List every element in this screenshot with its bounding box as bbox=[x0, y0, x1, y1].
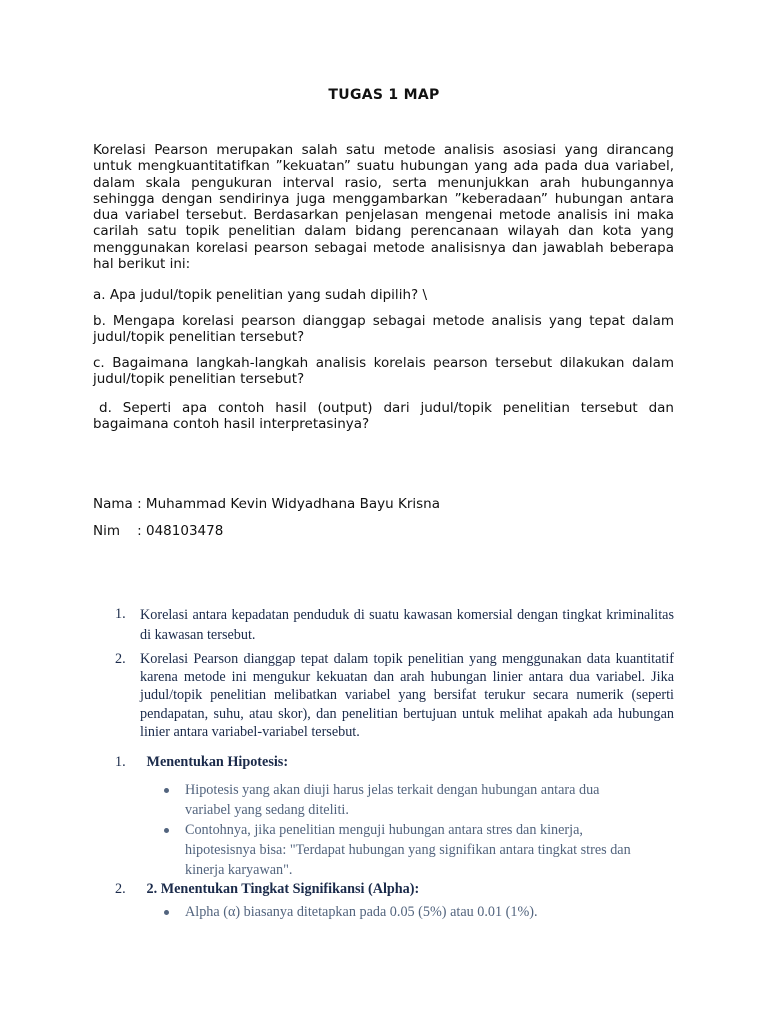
bullet-text: Contohnya, jika penelitian menguji hubungan antara stres dan kinerja, hipotesisnya bisa: "Terdapat hubungan yang signifikan antara tingkat stres dan kinerja karyawan". bbox=[185, 822, 631, 878]
step-number: 2. bbox=[115, 881, 126, 897]
document-title: TUGAS 1 MAP bbox=[328, 87, 440, 103]
answer-text: Korelasi antara kepadatan penduduk di suatu kawasan komersial dengan tingkat kriminalitas di kawasan tersebut. bbox=[140, 607, 674, 643]
student-name: Nama : Muhammad Kevin Widyadhana Bayu Krisna bbox=[93, 496, 441, 512]
bullet-item bbox=[163, 902, 643, 922]
question-d: d. Seperti apa contoh hasil (output) dari judul/topik penelitian tersebut dan bagaimana contoh hasil interpretasinya? bbox=[93, 400, 674, 433]
question-a: a. Apa judul/topik penelitian yang sudah dipilih? \ bbox=[93, 287, 427, 303]
step-heading bbox=[115, 754, 288, 771]
answer-item bbox=[115, 650, 674, 741]
bullet-text: Alpha (α) biasanya ditetapkan pada 0.05 (5%) atau 0.01 (1%). bbox=[185, 904, 538, 920]
bullet-dot-icon bbox=[164, 828, 169, 833]
question-b: b. Mengapa korelasi pearson dianggap sebagai metode analisis yang tepat dalam judul/topik penelitian tersebut? bbox=[93, 313, 674, 346]
bullet-item bbox=[163, 820, 643, 880]
bullet-item bbox=[163, 780, 643, 820]
step-number: 1. bbox=[115, 754, 126, 770]
question-c: c. Bagaimana langkah-langkah analisis korelais pearson tersebut dilakukan dalam judul/topik penelitian tersebut? bbox=[93, 355, 674, 388]
bullet-dot-icon bbox=[164, 788, 169, 793]
student-nim: Nim : 048103478 bbox=[93, 523, 224, 539]
answer-number: 1. bbox=[115, 606, 126, 622]
answer-number: 2. bbox=[115, 651, 126, 667]
bullet-dot-icon bbox=[164, 910, 169, 915]
step-heading bbox=[115, 881, 419, 898]
bullet-text: Hipotesis yang akan diuji harus jelas terkait dengan hubungan antara dua variabel yang sedang diteliti. bbox=[185, 782, 600, 818]
answer-item bbox=[115, 605, 674, 645]
step-title: Menentukan Hipotesis: bbox=[146, 754, 289, 770]
intro-paragraph: Korelasi Pearson merupakan salah satu metode analisis asosiasi yang dirancang untuk mengkuantitatifkan ”kekuatan” suatu hubungan yang ada pada dua variabel, dalam skala pengukuran interval rasio, serta menunjukkan arah hubungannya sehingga dengan sendirinya juga menggambarkan ”keberadaan” hubungan antara dua variabel tersebut. Berdasarkan penjelasan mengenai metode analisis ini maka carilah satu topik penelitian dalam bidang perencanaan wilayah dan kota yang menggunakan korelasi pearson sebagai metode analisisnya dan jawablah beberapa hal berikut ini: bbox=[93, 142, 674, 273]
answer-text: Korelasi Pearson dianggap tepat dalam topik penelitian yang menggunakan data kuantitatif karena metode ini mengukur kekuatan dan arah hubungan linier antara dua variabel. Jika judul/topik penelitian melibatkan variabel yang bersifat terukur secara numerik (seperti pendapatan, suhu, atau skor), dan penelitian bertujuan untuk melihat apakah ada hubungan linier antara variabel-variabel tersebut. bbox=[140, 651, 674, 740]
step-title: 2. Menentukan Tingkat Signifikansi (Alpha): bbox=[146, 881, 420, 897]
